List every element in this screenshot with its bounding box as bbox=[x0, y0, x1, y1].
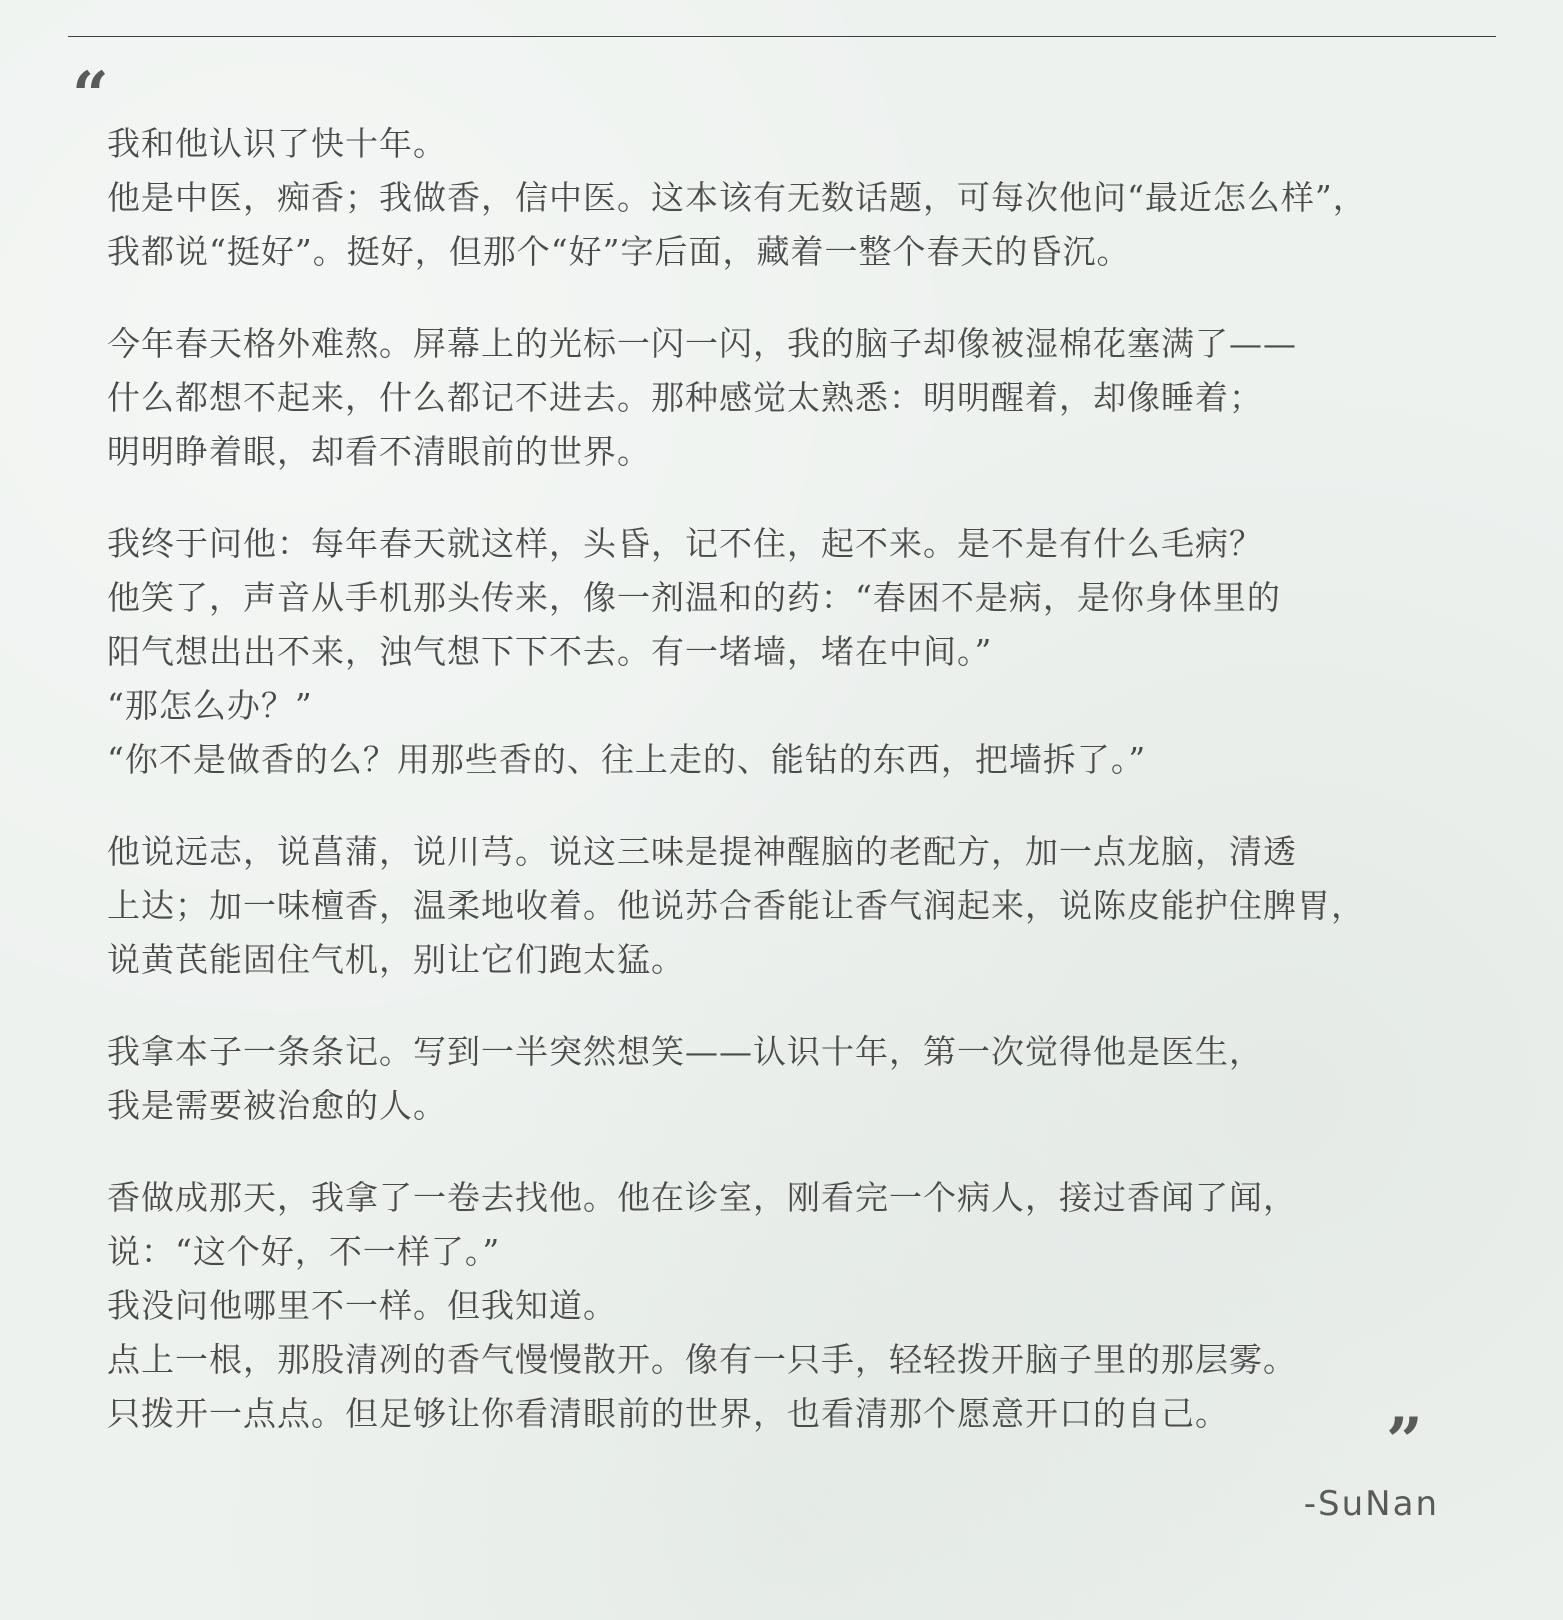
text-line: 上达；加一味檀香，温柔地收着。他说苏合香能让香气润起来，说陈皮能护住脾胃， bbox=[107, 886, 1365, 925]
text-line: 香做成那天，我拿了一卷去找他。他在诊室，刚看完一个病人，接过香闻了闻， bbox=[107, 1178, 1297, 1217]
paragraph-6 bbox=[107, 1171, 1447, 1441]
text-line: 今年春天格外难熬。屏幕上的光标一闪一闪，我的脑子却像被湿棉花塞满了—— bbox=[107, 324, 1297, 363]
text-line: “那怎么办？” bbox=[107, 686, 313, 725]
text-line: 我没问他哪里不一样。但我知道。 bbox=[107, 1286, 617, 1325]
text-line: 点上一根，那股清冽的香气慢慢散开。像有一只手，轻轻拨开脑子里的那层雾。 bbox=[107, 1340, 1297, 1379]
text-line: 我都说“挺好”。挺好，但那个“好”字后面，藏着一整个春天的昏沉。 bbox=[107, 232, 1131, 271]
paragraph-3 bbox=[107, 517, 1447, 787]
paragraph-4 bbox=[107, 825, 1447, 987]
text-line: 阳气想出出不来，浊气想下下不去。有一堵墙，堵在中间。” bbox=[107, 632, 993, 671]
paragraph-5 bbox=[107, 1025, 1447, 1133]
text-line: 我拿本子一条条记。写到一半突然想笑——认识十年，第一次觉得他是医生， bbox=[107, 1032, 1263, 1071]
text-line: 我和他认识了快十年。 bbox=[107, 124, 447, 163]
top-divider bbox=[68, 36, 1496, 37]
text-line: “你不是做香的么？用那些香的、往上走的、能钻的东西，把墙拆了。” bbox=[107, 740, 1147, 779]
article-body bbox=[107, 117, 1447, 1479]
text-line: 只拨开一点点。但足够让你看清眼前的世界，也看清那个愿意开口的自己。 bbox=[107, 1394, 1229, 1433]
text-line: 他笑了，声音从手机那头传来，像一剂温和的药：“春困不是病，是你身体里的 bbox=[107, 578, 1281, 617]
text-line: 他说远志，说菖蒲，说川芎。说这三味是提神醒脑的老配方，加一点龙脑，清透 bbox=[107, 832, 1297, 871]
paragraph-2 bbox=[107, 317, 1447, 479]
text-line: 明明睁着眼，却看不清眼前的世界。 bbox=[107, 432, 651, 471]
paragraph-1 bbox=[107, 117, 1447, 279]
close-quote-icon: ” bbox=[1386, 1404, 1423, 1479]
author-signature: -SuNan bbox=[1303, 1484, 1439, 1524]
text-line: 什么都想不起来，什么都记不进去。那种感觉太熟悉：明明醒着，却像睡着； bbox=[107, 378, 1263, 417]
text-line: 我终于问他：每年春天就这样，头昏，记不住，起不来。是不是有什么毛病？ bbox=[107, 524, 1263, 563]
text-line: 说：“这个好，不一样了。” bbox=[107, 1232, 501, 1271]
open-quote-icon: “ bbox=[72, 58, 109, 133]
text-line: 我是需要被治愈的人。 bbox=[107, 1086, 447, 1125]
text-line: 他是中医，痴香；我做香，信中医。这本该有无数话题，可每次他问“最近怎么样”， bbox=[107, 178, 1367, 217]
text-line: 说黄芪能固住气机，别让它们跑太猛。 bbox=[107, 940, 685, 979]
